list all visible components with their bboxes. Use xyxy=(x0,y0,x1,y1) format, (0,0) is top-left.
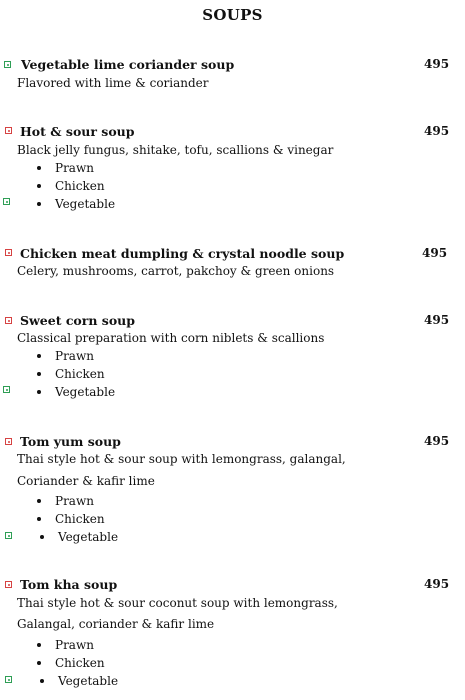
item-price: 495 xyxy=(424,313,450,327)
item-description: Thai style hot & sour soup with lemongrass, galangal, xyxy=(17,452,346,466)
bullet-icon xyxy=(40,535,44,539)
item-description: Galangal, coriander & kafir lime xyxy=(17,617,215,631)
option-item: Prawn xyxy=(37,161,94,175)
bullet-icon xyxy=(37,354,41,358)
nonveg-indicator-icon xyxy=(5,249,12,256)
veg-indicator-icon xyxy=(3,386,10,393)
option-item: Chicken xyxy=(37,656,105,670)
bullet-icon xyxy=(37,517,41,521)
item-description: Black jelly fungus, shitake, tofu, scallions & vinegar xyxy=(17,143,334,157)
option-item: Prawn xyxy=(37,494,94,508)
option-item: Vegetable xyxy=(37,197,115,211)
bullet-icon xyxy=(37,372,41,376)
item-price: 495 xyxy=(424,124,450,138)
item-name: Tom kha soup xyxy=(20,577,118,592)
nonveg-indicator-icon xyxy=(5,317,12,324)
item-price: 495 xyxy=(424,434,450,448)
item-name: Sweet corn soup xyxy=(20,313,135,328)
option-item: Chicken xyxy=(37,512,105,526)
veg-indicator-icon xyxy=(5,676,12,683)
page-title: SOUPS xyxy=(202,6,263,24)
item-name: Tom yum soup xyxy=(20,434,121,449)
nonveg-indicator-icon xyxy=(5,438,12,445)
bullet-icon xyxy=(37,202,41,206)
bullet-icon xyxy=(40,679,44,683)
veg-indicator-icon xyxy=(5,532,12,539)
item-name: Chicken meat dumpling & crystal noodle soup xyxy=(20,246,345,261)
item-name: Vegetable lime coriander soup xyxy=(21,57,235,72)
nonveg-indicator-icon xyxy=(5,127,12,134)
option-item: Vegetable xyxy=(40,674,118,688)
bullet-icon xyxy=(37,643,41,647)
item-description: Thai style hot & sour coconut soup with lemongrass, xyxy=(17,596,338,610)
veg-indicator-icon xyxy=(4,61,11,68)
option-item: Prawn xyxy=(37,349,94,363)
option-item: Vegetable xyxy=(40,530,118,544)
option-item: Vegetable xyxy=(37,385,115,399)
option-item: Prawn xyxy=(37,638,94,652)
item-price: 495 xyxy=(424,57,450,71)
nonveg-indicator-icon xyxy=(5,581,12,588)
bullet-icon xyxy=(37,166,41,170)
bullet-icon xyxy=(37,499,41,503)
bullet-icon xyxy=(37,390,41,394)
item-price: 495 xyxy=(424,577,450,591)
option-item: Chicken xyxy=(37,367,105,381)
item-name: Hot & sour soup xyxy=(20,124,135,139)
item-price: 495 xyxy=(422,246,448,260)
item-description: Celery, mushrooms, carrot, pakchoy & green onions xyxy=(17,264,335,278)
bullet-icon xyxy=(37,661,41,665)
item-description: Classical preparation with corn niblets & scallions xyxy=(17,331,325,345)
option-item: Chicken xyxy=(37,179,105,193)
item-description: Flavored with lime & coriander xyxy=(17,76,209,90)
bullet-icon xyxy=(37,184,41,188)
item-description: Coriander & kafir lime xyxy=(17,474,155,488)
veg-indicator-icon xyxy=(3,198,10,205)
